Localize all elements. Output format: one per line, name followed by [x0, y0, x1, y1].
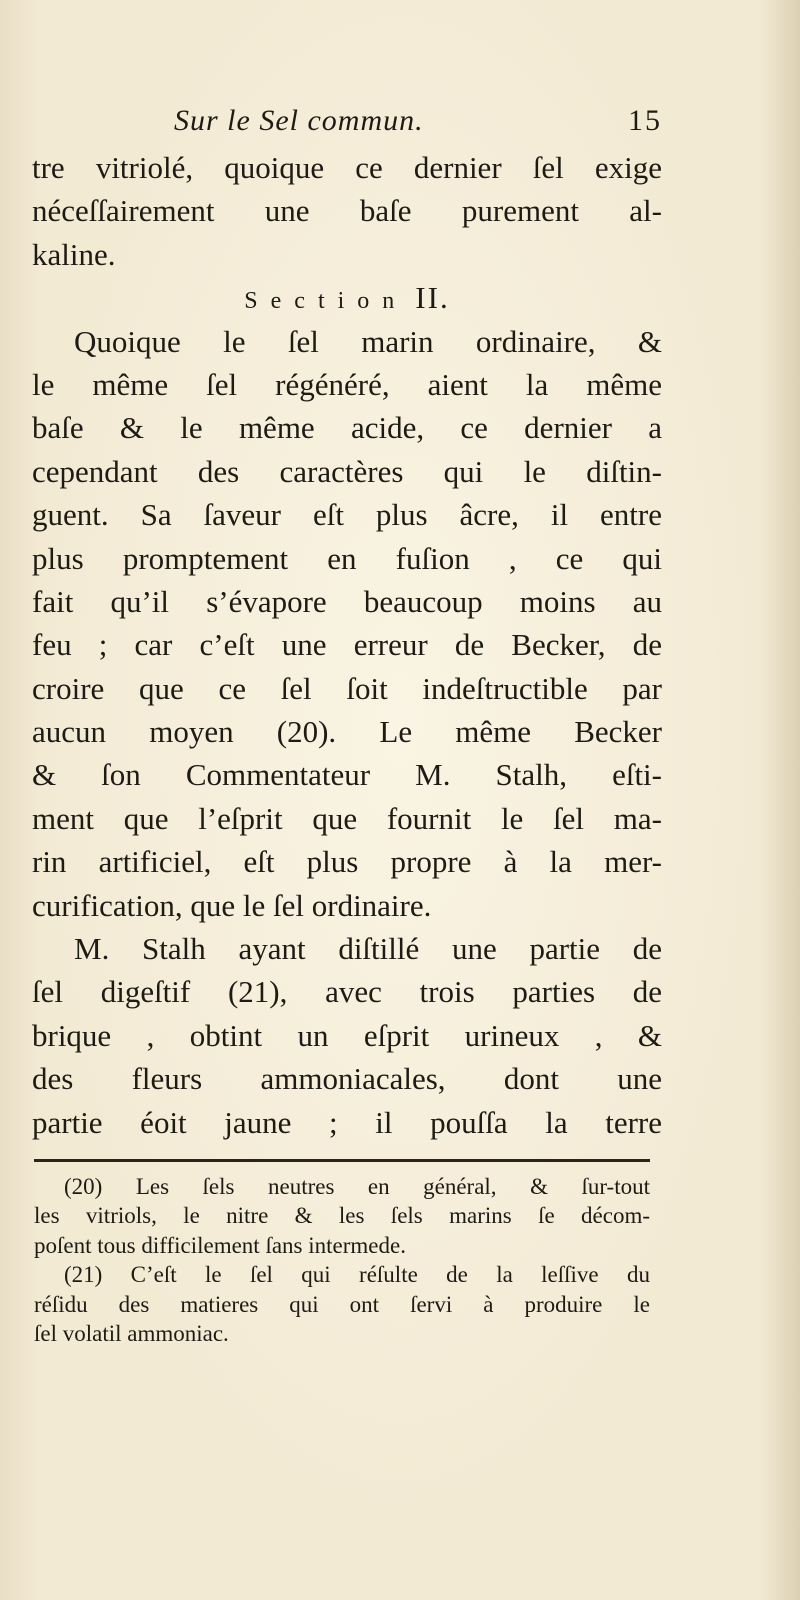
text-line: partie éoit jaune ; il pouſſa la terre [32, 1104, 662, 1140]
text-line: & ſon Commentateur M. Stalh, eſti- [32, 757, 662, 793]
footnote-rule [34, 1159, 650, 1162]
text-line: brique , obtint un eſprit urineux , & [32, 1017, 662, 1053]
text-line: croire que ce ſel ſoit indeſtructible par [32, 670, 662, 706]
footnote-line: réſidu des matieres qui ont ſervi à produire le [34, 1291, 650, 1317]
text-line: tre vitriolé, quoique ce dernier ſel exige [32, 150, 662, 185]
running-head [32, 98, 662, 146]
text-line: kaline. [32, 236, 116, 272]
running-title: Sur le Sel commun. [174, 104, 424, 137]
text-line: curification, que le ſel ordinaire. [32, 887, 432, 923]
text-line: baſe & le même acide, ce dernier a [32, 410, 662, 446]
text-line: guent. Sa ſaveur eſt plus âcre, il entre [32, 497, 662, 533]
main-text-block [32, 98, 662, 1144]
text-line: aucun moyen (20). Le même Becker [32, 714, 662, 750]
text-line: feu ; car c’eſt une erreur de Becker, de [32, 627, 662, 663]
text-line: M. Stalh ayant diſtillé une partie de [74, 931, 662, 967]
text-line: rin artificiel, eſt plus propre à la mer- [32, 844, 662, 880]
section-number: II. [415, 280, 450, 316]
text-line: plus promptement en fuſion , ce qui [32, 540, 662, 576]
section-word: Section [244, 288, 408, 315]
footnote-line: (21) C’eſt le ſel qui réſulte de la leſſive du [64, 1262, 650, 1288]
text-line: des fleurs ammoniacales, dont une [32, 1061, 662, 1097]
text-line: ment que l’eſprit que fournit le ſel ma- [32, 800, 662, 836]
footnote-line: (20) Les ſels neutres en général, & ſur-tout [64, 1174, 650, 1199]
footnote-line: les vitriols, le nitre & les ſels marins ſe décom- [34, 1203, 650, 1229]
footnote-line: ſel volatil ammoniac. [34, 1320, 229, 1346]
section-heading [32, 276, 662, 319]
footnotes [34, 1172, 650, 1348]
footnote-line: poſent tous difficilement ſans intermede. [34, 1232, 406, 1258]
text-line: fait qu’il s’évapore beaucoup moins au [32, 583, 662, 619]
section-body [32, 320, 662, 1144]
text-line: le même ſel régénéré, aient la même [32, 366, 662, 402]
text-line: Quoique le ſel marin ordinaire, & [74, 323, 662, 359]
text-line: ſel digeſtif (21), avec trois parties de [32, 974, 662, 1010]
text-line: cependant des caractères qui le diſtin- [32, 453, 662, 489]
page-number: 15 [628, 104, 662, 137]
text-line: néceſſairement une baſe purement al- [32, 193, 662, 229]
paragraph-continuation [32, 146, 662, 276]
